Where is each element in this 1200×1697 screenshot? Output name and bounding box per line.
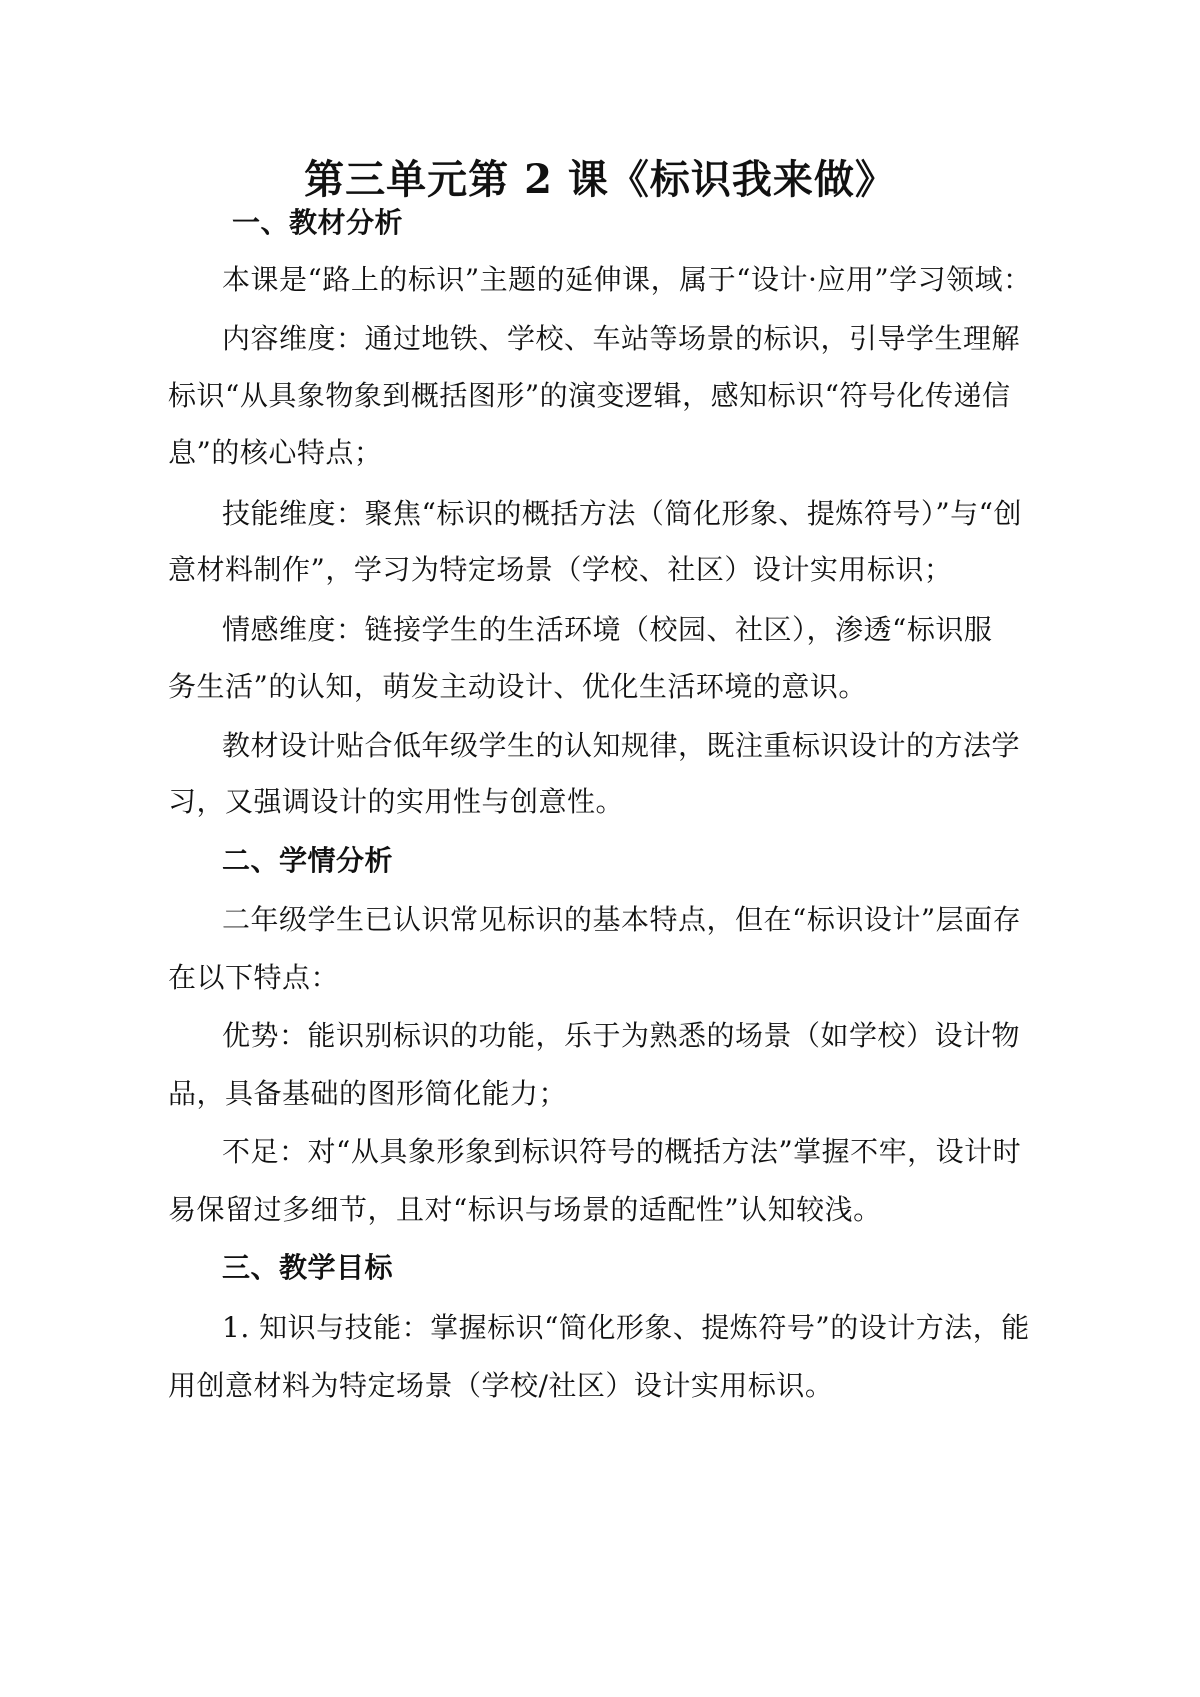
paragraph-line: 息”的核心特点； xyxy=(168,436,383,469)
document-title: 第三单元第 2 课《标识我来做》 xyxy=(304,156,896,203)
paragraph-line: 二年级学生已认识常见标识的基本特点，但在“标识设计”层面存 xyxy=(222,903,1022,936)
section-heading: 一、教材分析 xyxy=(232,206,404,239)
paragraph-line: 意材料制作”，学习为特定场景（学校、社区）设计实用标识； xyxy=(168,553,953,586)
paragraph-line: 1. 知识与技能：掌握标识“简化形象、提炼符号”的设计方法，能 xyxy=(222,1311,1030,1344)
paragraph-line: 教材设计贴合低年级学生的认知规律，既注重标识设计的方法学 xyxy=(222,729,1021,762)
paragraph-line: 不足：对“从具象形象到标识符号的概括方法”掌握不牢，设计时 xyxy=(222,1135,1022,1168)
paragraph-line: 优势：能识别标识的功能，乐于为熟悉的场景（如学校）设计物 xyxy=(222,1019,1021,1052)
paragraph-line: 标识“从具象物象到概括图形”的演变逻辑，感知标识“符号化传递信 xyxy=(168,379,1011,412)
paragraph-line: 技能维度：聚焦“标识的概括方法（简化形象、提炼符号）”与“创 xyxy=(222,497,1022,530)
paragraph-line: 情感维度：链接学生的生活环境（校园、社区），渗透“标识服 xyxy=(222,613,993,646)
paragraph-line: 在以下特点： xyxy=(168,961,340,994)
section-heading: 三、教学目标 xyxy=(222,1251,394,1284)
paragraph-line: 品，具备基础的图形简化能力； xyxy=(168,1077,568,1110)
section-heading: 二、学情分析 xyxy=(222,844,394,877)
paragraph-line: 本课是“路上的标识”主题的延伸课，属于“设计·应用”学习领域： xyxy=(222,263,1032,296)
paragraph-line: 习，又强调设计的实用性与创意性。 xyxy=(168,785,625,818)
paragraph-line: 内容维度：通过地铁、学校、车站等场景的标识，引导学生理解 xyxy=(222,322,1021,355)
paragraph-line: 易保留过多细节，且对“标识与场景的适配性”认知较浅。 xyxy=(168,1193,882,1226)
paragraph-line: 务生活”的认知，萌发主动设计、优化生活环境的意识。 xyxy=(168,670,867,703)
paragraph-line: 用创意材料为特定场景（学校/社区）设计实用标识。 xyxy=(168,1369,834,1402)
